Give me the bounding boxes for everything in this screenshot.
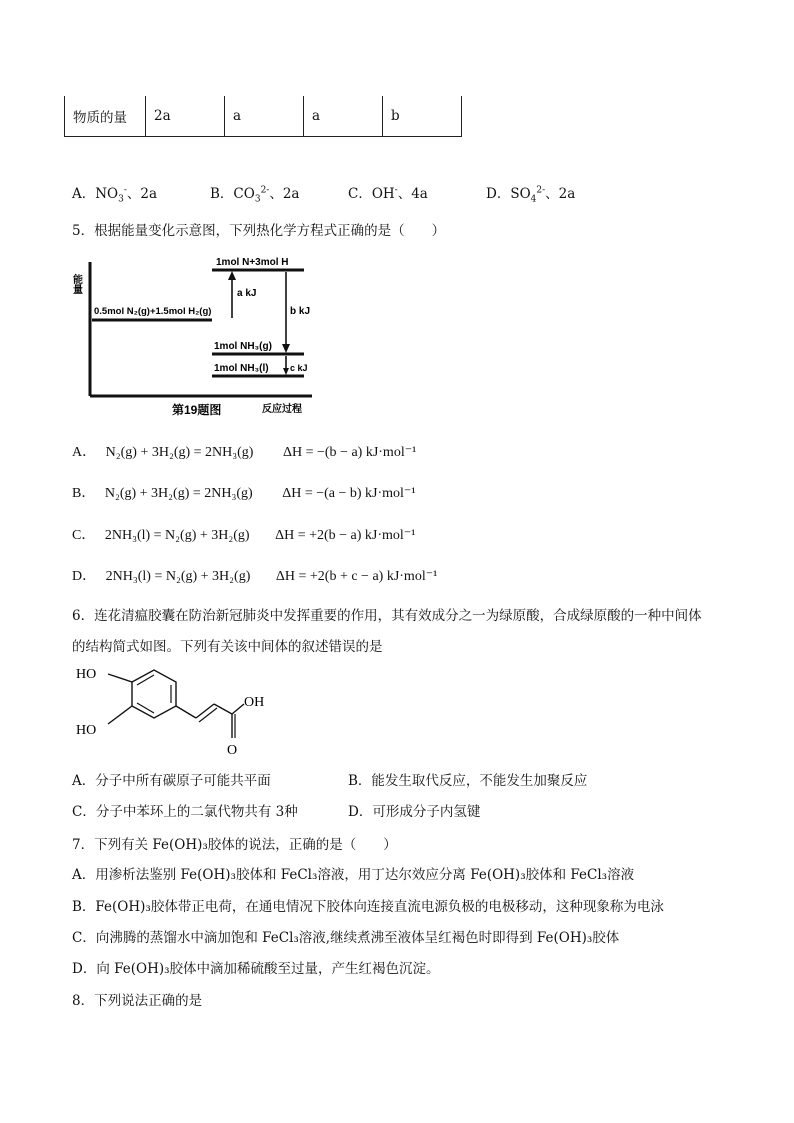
option-enthalpy: ΔH = +2(b + c − a) kJ·mol⁻¹ — [275, 569, 438, 584]
option-sup: 2- — [536, 185, 546, 196]
b-kj-label: b kJ — [290, 306, 311, 317]
energy-diagram — [72, 252, 334, 420]
y-axis-label: 能量 — [70, 274, 82, 294]
option-sup: 2- — [260, 185, 270, 196]
diagram-caption: 第19题图 — [172, 403, 222, 417]
ho-top-label: HO — [76, 667, 97, 682]
table-cell: a — [225, 96, 304, 137]
option-sub: 4 — [530, 194, 537, 205]
x-axis-label: 反应过程 — [262, 404, 302, 415]
table-cell: a — [304, 96, 383, 137]
option-tail: 、2a — [126, 186, 158, 202]
option-sup: - — [123, 185, 127, 196]
option-enthalpy: ΔH = +2(b − a) kJ·mol⁻¹ — [275, 528, 416, 543]
option-enthalpy: ΔH = −(b − a) kJ·mol⁻¹ — [282, 445, 417, 460]
option-label: C．OH — [348, 186, 395, 202]
q4-option-b — [210, 182, 299, 205]
atom-level-label: 1mol N+3mol H — [216, 257, 289, 268]
c-kj-label: c kJ — [290, 363, 308, 373]
option-label: A．NO — [72, 186, 119, 202]
option-sub: 3 — [118, 194, 124, 205]
q4-option-a — [72, 182, 157, 205]
q7-option-c: C．向沸腾的蒸馏水中滴加饱和 FeCl₃溶液,继续煮沸至液体呈红褐色时即得到 Fe(OH)₃胶体 — [72, 930, 620, 946]
carbonyl-o-label: O — [227, 743, 238, 758]
option-letter: A． — [72, 445, 97, 460]
table-cell: b — [383, 96, 462, 137]
option-equation: 2NH₃(l) = N₂(g) + 3H₂(g) — [105, 569, 251, 584]
option-tail: 、2a — [545, 186, 576, 202]
q5-option-a — [72, 441, 416, 461]
ho-bottom-label: HO — [76, 723, 97, 738]
q4-option-d — [486, 182, 575, 205]
option-label: B．CO — [210, 186, 255, 202]
q5-stem: 5．根据能量变化示意图，下列热化学方程式正确的是（ ） — [72, 223, 446, 239]
caffeic-acid-structure — [72, 662, 272, 762]
q6-stem-line1: 6．连花清瘟胶囊在防治新冠肺炎中发挥重要的作用，其有效成分之一为绿原酸，合成绿原酸的一种中间体 — [72, 608, 702, 624]
table-cell: 2a — [146, 96, 225, 137]
q5-option-b — [72, 482, 416, 502]
option-enthalpy: ΔH = −(a − b) kJ·mol⁻¹ — [282, 486, 416, 501]
reactant-label: 0.5mol N₂(g)+1.5mol H₂(g) — [94, 306, 212, 317]
option-letter: C． — [72, 528, 96, 543]
option-tail: 、4a — [397, 186, 428, 202]
q8-stem: 8．下列说法正确的是 — [72, 993, 203, 1009]
option-tail: 、2a — [269, 186, 300, 202]
option-equation: N₂(g) + 3H₂(g) = 2NH₃(g) — [104, 486, 253, 501]
oh-label: OH — [244, 695, 265, 710]
q6-option-b: B．能发生取代反应，不能发生加聚反应 — [348, 773, 588, 789]
option-equation: N₂(g) + 3H₂(g) = 2NH₃(g) — [105, 445, 254, 460]
option-sub: 3 — [254, 194, 261, 205]
q6-option-c: C．分子中苯环上的二氯代物共有 3种 — [72, 804, 298, 820]
q6-option-a: A．分子中所有碳原子可能共平面 — [72, 773, 271, 789]
q7-option-d: D．向 Fe(OH)₃胶体中滴加稀硫酸至过量，产生红褐色沉淀。 — [72, 961, 440, 977]
q4-option-c — [348, 182, 428, 205]
q7-stem: 7．下列有关 Fe(OH)₃胶体的说法，正确的是（ ） — [72, 837, 397, 853]
option-letter: D． — [72, 569, 97, 584]
quantity-table — [64, 96, 462, 137]
option-label: D．SO — [486, 186, 531, 202]
table-cell: 物质的量 — [65, 96, 146, 137]
nh3-gas-label: 1mol NH₃(g) — [214, 341, 272, 352]
option-equation: 2NH₃(l) = N₂(g) + 3H₂(g) — [104, 528, 250, 543]
q7-option-a: A．用渗析法鉴别 Fe(OH)₃胶体和 FeCl₃溶液，用丁达尔效应分离 Fe(OH)₃胶体和 FeCl₃溶液 — [72, 867, 635, 883]
q6-stem-line2: 的结构简式如图。下列有关该中间体的叙述错误的是 — [72, 639, 383, 655]
q7-option-b: B．Fe(OH)₃胶体带正电荷，在通电情况下胶体向连接直流电源负极的电极移动，这种现象称为电泳 — [72, 899, 664, 915]
table-row — [65, 96, 462, 137]
a-kj-label: a kJ — [237, 288, 257, 299]
nh3-liquid-label: 1mol NH₃(l) — [214, 363, 269, 374]
q6-option-d: D．可形成分子内氢键 — [348, 804, 481, 820]
option-sup: - — [394, 185, 398, 196]
option-letter: B． — [72, 486, 96, 501]
q5-option-c — [72, 524, 415, 544]
q5-option-d — [72, 565, 437, 585]
